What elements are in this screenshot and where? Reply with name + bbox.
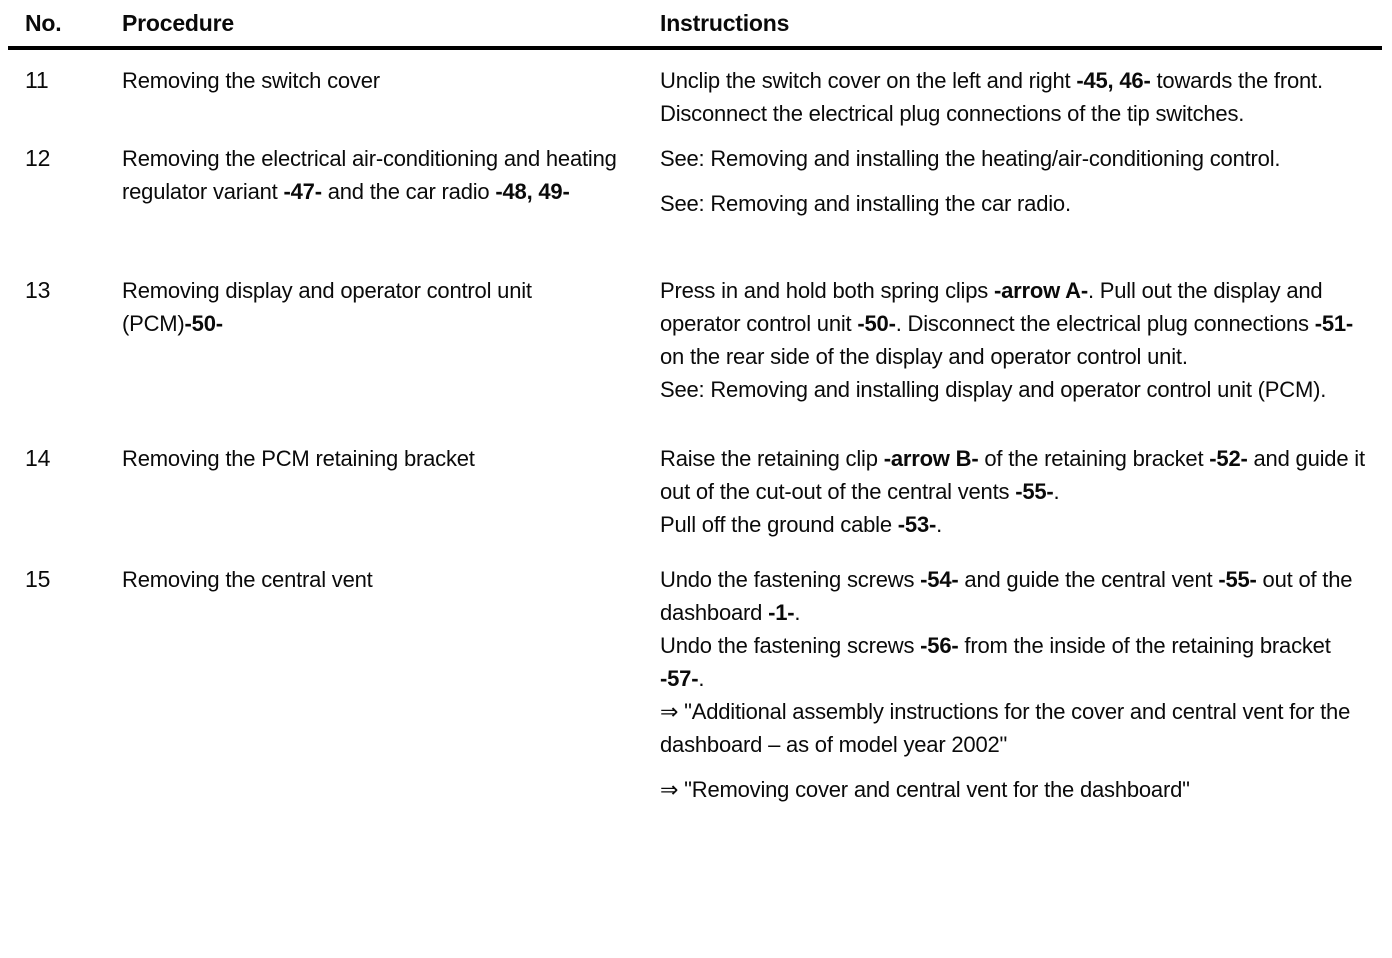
row-instructions — [660, 64, 1374, 130]
text-segment: Unclip the switch cover on the left and right — [660, 68, 1077, 93]
paragraph — [660, 64, 1370, 97]
bold-reference: -47- — [283, 179, 322, 204]
row-instructions — [660, 142, 1374, 220]
row-procedure — [122, 64, 660, 97]
column-header-instructions: Instructions — [660, 10, 790, 36]
row-no: 15 — [25, 566, 51, 592]
bold-reference: -54- — [920, 567, 959, 592]
paragraph — [122, 274, 630, 340]
row-procedure — [122, 442, 660, 475]
text-segment: on the rear side of the display and operator control unit. — [660, 344, 1188, 369]
table-row — [0, 64, 1382, 130]
text-segment: out of the dashboard — [660, 567, 1353, 625]
paragraph — [660, 442, 1370, 508]
text-segment: . — [794, 600, 801, 625]
bold-reference: -52- — [1209, 446, 1248, 471]
bold-reference: -50- — [857, 311, 896, 336]
text-segment: Removing the switch cover — [122, 68, 380, 93]
text-segment: Removing the PCM retaining bracket — [122, 446, 475, 471]
text-segment: Removing the electrical air-conditioning and heating regulator variant — [122, 146, 617, 204]
text-segment: from the inside of the retaining bracket — [958, 633, 1331, 658]
paragraph — [660, 773, 1370, 806]
table-row — [0, 142, 1382, 220]
text-segment: . Disconnect the electrical plug connections — [895, 311, 1315, 336]
paragraph — [122, 64, 630, 97]
paragraph — [660, 97, 1370, 130]
text-segment: of the retaining bracket — [978, 446, 1210, 471]
table-header — [0, 10, 1382, 37]
table-row — [0, 274, 1382, 406]
row-no: 12 — [25, 145, 51, 171]
column-header-no: No. — [25, 10, 62, 36]
text-segment: Removing display and operator control unit (PCM) — [122, 278, 532, 336]
row-procedure — [122, 142, 660, 208]
bold-reference: -arrow A- — [994, 278, 1088, 303]
bold-reference: -48, 49- — [495, 179, 570, 204]
table-row — [0, 442, 1382, 541]
text-segment: . — [936, 512, 943, 537]
bold-reference: -51- — [1314, 311, 1354, 336]
text-segment: . — [1053, 479, 1060, 504]
paragraph — [660, 274, 1370, 373]
row-instructions — [660, 442, 1374, 541]
paragraph — [122, 442, 630, 475]
bold-reference: -55- — [1015, 479, 1054, 504]
bold-reference: -1- — [768, 600, 795, 625]
paragraph — [660, 187, 1370, 220]
row-no: 14 — [25, 445, 51, 471]
row-procedure — [122, 563, 660, 596]
paragraph — [122, 563, 630, 596]
text-segment: See: Removing and installing the car radio. — [660, 191, 1071, 216]
text-segment: Undo the fastening screws — [660, 567, 921, 592]
text-segment: ⇒ "Additional assembly instructions for the cover and central vent for the dashboard – as of model year 2002" — [660, 699, 1351, 757]
bold-reference: -56- — [920, 633, 959, 658]
text-segment: and guide it out of the cut-out of the central vents — [660, 446, 1365, 504]
bold-reference: -55- — [1218, 567, 1257, 592]
text-segment: See: Removing and installing the heating/air-conditioning control. — [660, 146, 1281, 171]
text-segment: Undo the fastening screws — [660, 633, 921, 658]
bold-reference: -50- — [184, 311, 223, 336]
text-segment: and guide the central vent — [958, 567, 1219, 592]
row-procedure — [122, 274, 660, 340]
bold-reference: -45, 46- — [1076, 68, 1151, 93]
row-no: 11 — [25, 67, 49, 93]
paragraph — [660, 142, 1370, 175]
bold-reference: -53- — [897, 512, 937, 537]
paragraph — [660, 695, 1370, 761]
paragraph — [660, 563, 1370, 629]
text-segment: Disconnect the electrical plug connections of the tip switches. — [660, 101, 1245, 126]
text-segment: Pull off the ground cable — [660, 512, 898, 537]
table-row — [0, 563, 1382, 806]
text-segment: . Pull out the display and operator control unit — [660, 278, 1323, 336]
row-instructions — [660, 563, 1374, 806]
text-segment: . — [698, 666, 705, 691]
row-instructions — [660, 274, 1374, 406]
paragraph — [660, 629, 1370, 695]
text-segment: See: Removing and installing display and operator control unit (PCM). — [660, 377, 1327, 402]
row-no: 13 — [25, 277, 51, 303]
text-segment: and the car radio — [321, 179, 496, 204]
text-segment: towards the front. — [1150, 68, 1323, 93]
text-segment: ⇒ "Removing cover and central vent for the dashboard" — [660, 777, 1190, 802]
text-segment: Press in and hold both spring clips — [660, 278, 994, 303]
column-header-procedure: Procedure — [122, 10, 234, 36]
header-rule — [8, 46, 1382, 50]
paragraph — [660, 508, 1370, 541]
bold-reference: -57- — [660, 666, 699, 691]
text-segment: Removing the central vent — [122, 567, 373, 592]
paragraph — [660, 373, 1370, 406]
table-body — [0, 64, 1382, 806]
bold-reference: -arrow B- — [883, 446, 979, 471]
paragraph — [122, 142, 630, 208]
text-segment: Raise the retaining clip — [660, 446, 884, 471]
